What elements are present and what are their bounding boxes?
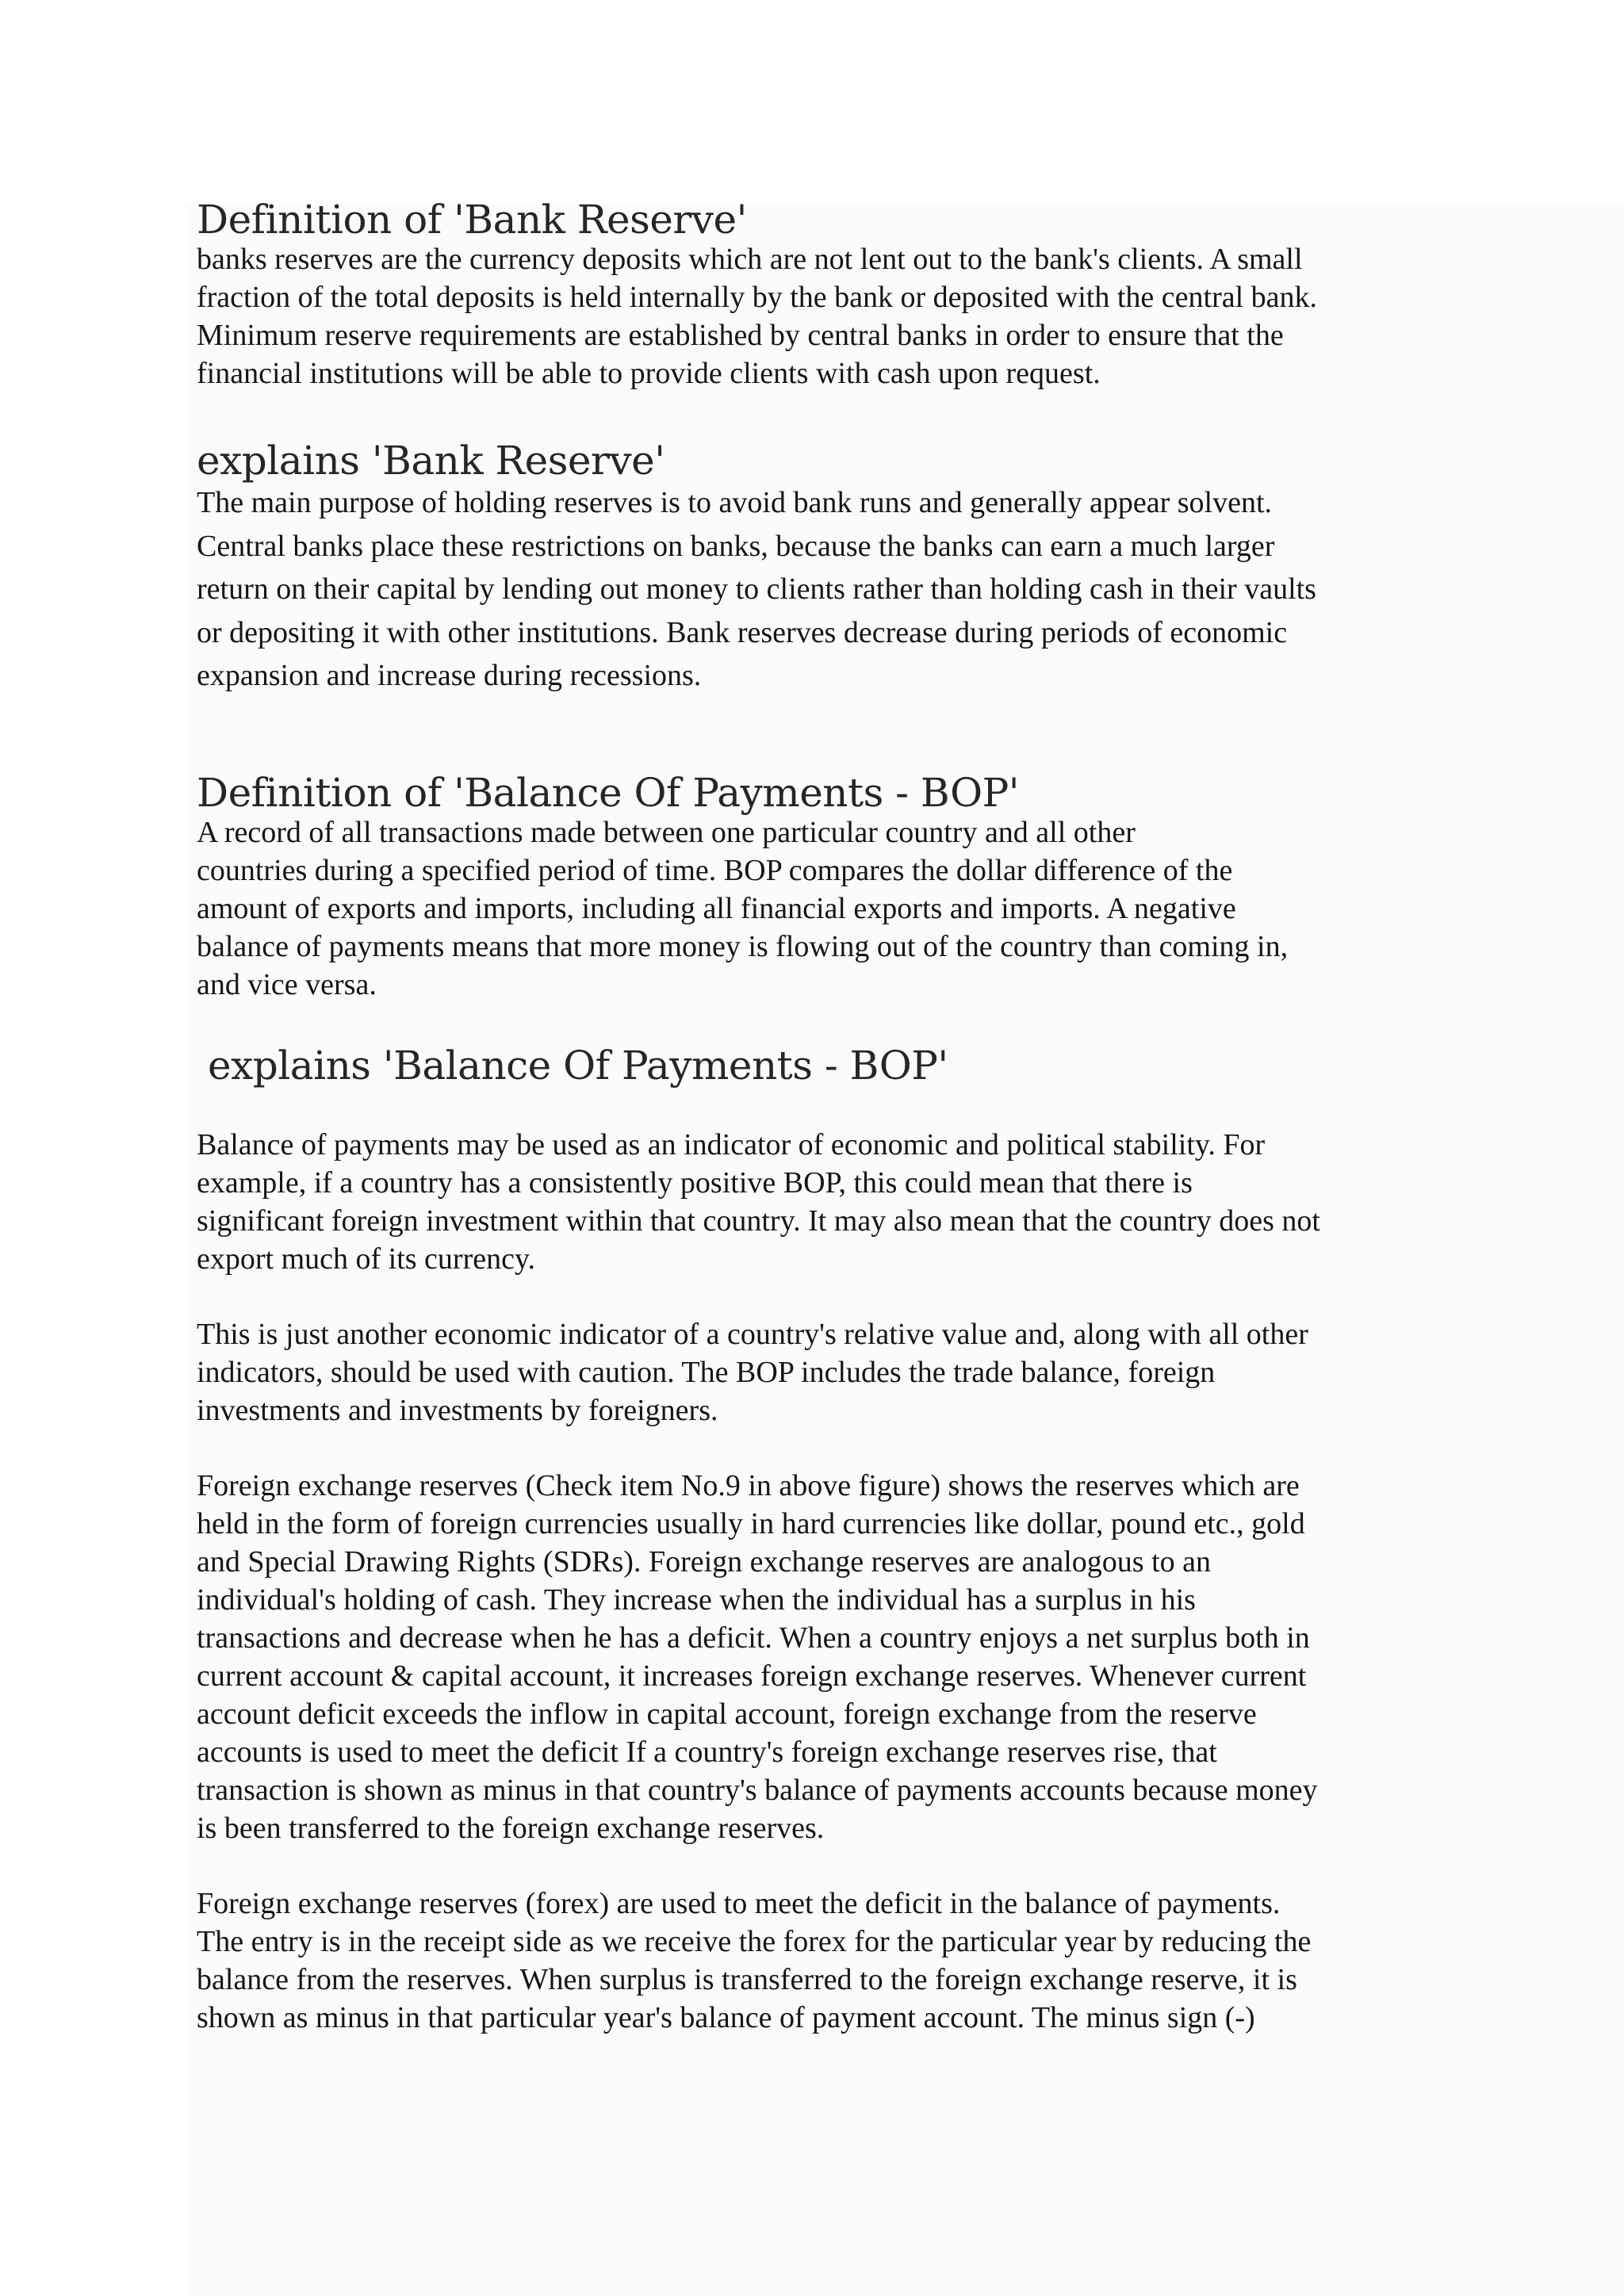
paragraph-forex-deficit: Foreign exchange reserves (forex) are used to meet the deficit in the balance of payments. The entry is in the receipt side as we receive the forex for the particular year by reducing the balance from the reserves. When surplus is transferred to the foreign exchange reserve, it is shown as minus in that particular year's balance of payment account. The minus sign (-) (197, 1886, 1312, 2034)
paragraph-forex-reserves: Foreign exchange reserves (Check item No.9 in above figure) shows the reserves which are held in the form of foreign currencies usually in hard currencies like dollar, pound etc., gold and Special Drawing Rights (SDRs). Foreign exchange reserves are analogous to an individual's holding of cash. They increase when the individual has a surplus in his transactions and decrease when he has a deficit. When a country enjoys a net surplus both in current account & capital account, it increases foreign exchange reserves. Whenever current account deficit exceeds the inflow in capital account, foreign exchange from the reserve accounts is used to meet the deficit If a country's foreign exchange reserves rise, that transaction is shown as minus in that country's balance of payments accounts because money is been transferred to the foreign exchange reserves. (197, 1468, 1318, 1845)
heading-explains-bank-reserve: explains 'Bank Reserve' (197, 438, 665, 484)
heading-definition-bank-reserve: Definition of 'Bank Reserve' (197, 197, 747, 243)
paragraph-explains-bank-reserve: The main purpose of holding reserves is to avoid bank runs and generally appear solvent. Central banks place these restrictions on banks, because the banks can earn a much larger return on their capital by lending out money to clients rather than holding cash in their vaults or depositing it with other institutions. Bank reserves decrease during periods of economic expansion and increase during recessions. (197, 486, 1316, 692)
paragraph-bop-caution: This is just another economic indicator of a country's relative value and, along with all other indicators, should be used with caution. The BOP includes the trade balance, foreign investments and investments by foreigners. (197, 1317, 1308, 1427)
heading-explains-bop: explains 'Balance Of Payments - BOP' (208, 1042, 948, 1089)
document-body (197, 194, 1434, 2037)
paragraph-definition-bank-reserve: banks reserves are the currency deposits which are not lent out to the bank's clients. A small fraction of the total deposits is held internally by the bank or deposited with the central bank. Minimum reserve requirements are established by central banks in order to ensure that the financial institutions will be able to provide clients with cash upon request. (197, 243, 1318, 390)
heading-definition-bop: Definition of 'Balance Of Payments - BOP' (197, 769, 1019, 816)
paragraph-bop-indicator: Balance of payments may be used as an indicator of economic and political stability. For example, if a country has a consistently positive BOP, this could mean that there is significant foreign investment within that country. It may also mean that the country does not export much of its currency. (197, 1127, 1320, 1276)
paragraph-definition-bop: A record of all transactions made between one particular country and all other countries during a specified period of time. BOP compares the dollar difference of the amount of exports and imports, including all financial exports and imports. A negative balance of payments means that more money is flowing out of the country than coming in, and vice versa. (197, 815, 1289, 1001)
